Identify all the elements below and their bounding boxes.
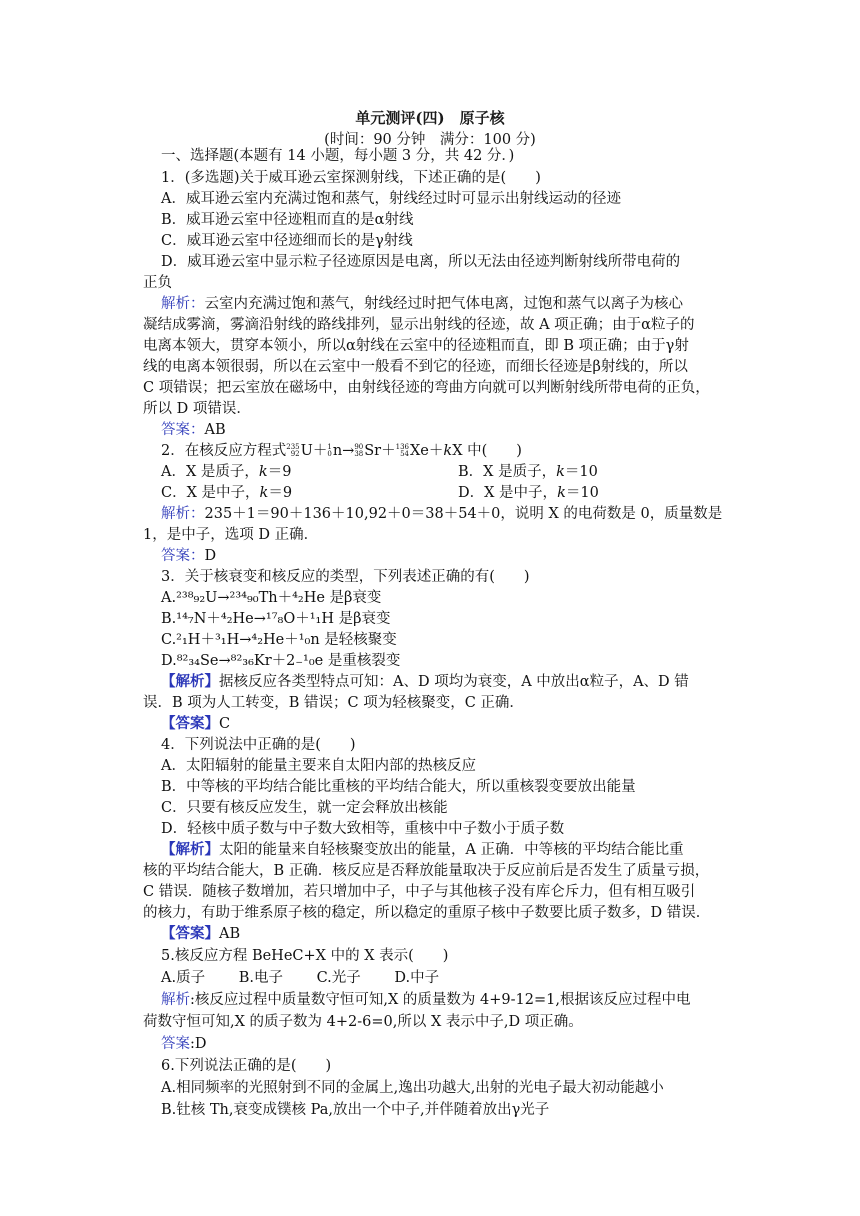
q2-option-c <box>161 483 292 503</box>
q1-option-c: C．威耳逊云室中径迹细而长的是γ射线 <box>161 233 413 249</box>
q6-option-b: B.钍核 Th,衰变成镤核 Pa,放出一个中子,并伴随着放出γ光子 <box>161 1102 550 1118</box>
symbol: U＋ <box>300 443 328 459</box>
k-variable: k <box>557 485 566 501</box>
q3-answer <box>161 714 230 734</box>
q3-option-b: B.¹⁴₇N＋⁴₂He→¹⁷₈O＋¹₁H 是β衰变 <box>161 611 391 627</box>
option-text: A．X 是质子， <box>161 464 259 480</box>
answer-value: AB <box>204 422 226 438</box>
symbol: Sr＋ <box>364 443 396 459</box>
k-variable: k <box>259 485 269 501</box>
atomic-number: 0 <box>327 450 332 458</box>
q2-stem-text: 2．在核反应方程式 <box>161 443 287 459</box>
q6-stem: 6.下列说法正确的是( ) <box>161 1058 332 1074</box>
nuclide-u <box>286 444 299 458</box>
q4-option-a: A．太阳辐射的能量主要来自太阳内部的热核反应 <box>161 758 476 774</box>
answer-label: 答案 <box>161 1036 190 1052</box>
atomic-number: 54 <box>400 450 409 458</box>
mass-number: 90 <box>354 443 364 451</box>
option-text: C．X 是中子， <box>161 485 260 501</box>
atomic-number: 92 <box>290 450 300 458</box>
analysis-label: 【解析】 <box>161 673 219 690</box>
option-value: ＝9 <box>267 464 292 480</box>
option-text: B．X 是质子， <box>458 464 557 480</box>
analysis-text: 云室内充满过饱和蒸气，射线经过时把气体电离，过饱和蒸气以离子为核心 <box>204 296 683 312</box>
mass-number: 136 <box>395 443 409 451</box>
q5-answer <box>161 1034 207 1054</box>
atomic-number: 38 <box>354 450 364 458</box>
nuclide-sr <box>354 444 363 458</box>
analysis-label: 【解析】 <box>161 841 219 858</box>
analysis-text: 据核反应各类型特点可知：A、D 项均为衰变，A 中放出α粒子，A、D 错 <box>219 674 689 690</box>
q3-analysis <box>161 672 689 692</box>
q1-analysis-line: 电离本领大，贯穿本领小，所以α射线在云室中的径迹粗而直，即 B 项正确；由于γ射 <box>143 338 689 354</box>
page-title: 单元测评(四) 原子核 <box>355 109 505 127</box>
q4-stem: 4．下列说法中正确的是( ) <box>161 737 356 753</box>
q1-analysis <box>161 294 683 314</box>
q1-analysis-line: C 项错误；把云室放在磁场中，由射线径迹的弯曲方向就可以判断射线所带电荷的正负， <box>143 380 710 396</box>
q4-analysis-line: 的核力，有助于维系原子核的稳定，所以稳定的重原子核中子数要比质子数多，D 错误． <box>143 905 711 921</box>
q1-stem: 1．(多选题)关于威耳逊云室探测射线，下述正确的是( ) <box>161 170 541 186</box>
q2-stem <box>161 441 522 461</box>
q2-analysis-line: 1，是中子，选项 D 正确． <box>143 527 319 543</box>
option-value: ＝10 <box>565 485 599 501</box>
q2-option-a <box>161 462 291 482</box>
answer-value: C <box>219 716 231 732</box>
k-variable: k <box>556 464 565 480</box>
analysis-label: 解析： <box>161 296 205 312</box>
k-variable: k <box>443 443 453 459</box>
answer-label: 答案： <box>161 548 205 564</box>
q4-option-c: C．只要有核反应发生，就一定会释放出核能 <box>161 800 448 816</box>
q2-analysis <box>161 504 722 524</box>
option-text: D．X 是中子， <box>458 485 558 501</box>
section-heading: 一、选择题(本题有 14 小题，每小题 3 分，共 42 分．) <box>161 148 515 164</box>
q1-option-d: D．威耳逊云室中显示粒子径迹原因是电离，所以无法由径迹判断射线所带电荷的 <box>161 254 681 270</box>
q1-answer <box>161 420 226 440</box>
answer-value: D <box>204 548 217 564</box>
q3-option-c: C.²₁H＋³₁H→⁴₂He＋¹₀n 是轻核聚变 <box>161 632 397 648</box>
q4-analysis-line: C 错误．随核子数增加，若只增加中子，中子与其他核子没有库仑斥力，但有相互吸引 <box>143 884 696 900</box>
q3-option-a: A.²³⁸₉₂U→²³⁴₉₀Th＋⁴₂He 是β衰变 <box>161 590 382 606</box>
q4-answer <box>161 924 240 944</box>
symbol: Xe＋ <box>409 443 444 459</box>
q5-analysis-line: 荷数守恒可知,X 的质子数为 4+2-6=0,所以 X 表示中子,D 项正确。 <box>143 1014 583 1030</box>
symbol: n→ <box>332 443 355 459</box>
mass-number: 1 <box>327 443 332 451</box>
option-value: ＝10 <box>564 464 598 480</box>
mass-number: 235 <box>286 443 300 451</box>
q2-answer <box>161 546 216 566</box>
q1-analysis-line: 线的电离本领很弱，所以在云室中一般看不到它的径迹，而细长径迹是β射线的，所以 <box>143 359 688 375</box>
q4-analysis <box>161 840 684 860</box>
analysis-text: 235＋1＝90＋136＋10,92＋0＝38＋54＋0，说明 X 的电荷数是 0，质量数是 <box>204 506 723 522</box>
nuclide-n <box>327 444 331 458</box>
q3-option-d: D.⁸²₃₄Se→⁸²₃₆Kr＋2₋¹₀e 是重核裂变 <box>161 653 401 669</box>
q1-option-a: A．威耳逊云室内充满过饱和蒸气，射线经过时可显示出射线运动的径迹 <box>161 191 621 207</box>
q4-analysis-line: 核的平均结合能大，B 正确．核反应是否释放能量取决于反应前后是否发生了质量亏损， <box>143 863 710 879</box>
q1-analysis-line: 所以 D 项错误． <box>143 401 251 417</box>
analysis-text: 太阳的能量来自轻核聚变放出的能量，A 正确．中等核的平均结合能比重 <box>219 842 684 858</box>
q2-stem-end: X 中( ) <box>452 443 522 459</box>
q1-option-d-cont: 正负 <box>143 275 172 291</box>
analysis-label: 解析： <box>161 506 205 522</box>
analysis-label: 解析 <box>161 992 190 1008</box>
answer-label: 【答案】 <box>161 925 219 942</box>
k-variable: k <box>258 464 268 480</box>
option-value: ＝9 <box>268 485 293 501</box>
q1-option-b: B．威耳逊云室中径迹粗而直的是α射线 <box>161 212 414 228</box>
nuclide-xe <box>396 444 409 458</box>
q2-option-d <box>458 483 599 503</box>
answer-value: AB <box>219 926 241 942</box>
analysis-text: :核反应过程中质量数守恒可知,X 的质量数为 4+9-12=1,根据该反应过程中电 <box>190 992 691 1008</box>
q2-option-b <box>458 462 598 482</box>
answer-label: 答案： <box>161 422 205 438</box>
q4-option-b: B．中等核的平均结合能比重核的平均结合能大，所以重核裂变要放出能量 <box>161 779 636 795</box>
answer-label: 【答案】 <box>161 715 219 732</box>
q4-option-d: D．轻核中质子数与中子数大致相等，重核中中子数小于质子数 <box>161 821 565 837</box>
q1-analysis-line: 凝结成雾滴，雾滴沿射线的路线排列，显示出射线的径迹，故 A 项正确；由于α粒子的 <box>143 317 695 333</box>
q5-analysis <box>161 990 690 1010</box>
q6-option-a: A.相同频率的光照射到不同的金属上,逸出功越大,出射的光电子最大初动能越小 <box>161 1080 664 1096</box>
q3-analysis-line: 误．B 项为人工转变，B 错误；C 项为轻核聚变，C 正确． <box>143 695 524 711</box>
q5-stem: 5.核反应方程 BeHeC+X 中的 X 表示( ) <box>161 948 449 964</box>
page-subtitle: (时间：90 分钟 满分：100 分) <box>324 132 536 148</box>
answer-value: :D <box>190 1036 207 1052</box>
q5-options: A.质子 B.电子 C.光子 D.中子 <box>161 970 440 986</box>
q3-stem: 3．关于核衰变和核反应的类型，下列表述正确的有( ) <box>161 569 530 585</box>
